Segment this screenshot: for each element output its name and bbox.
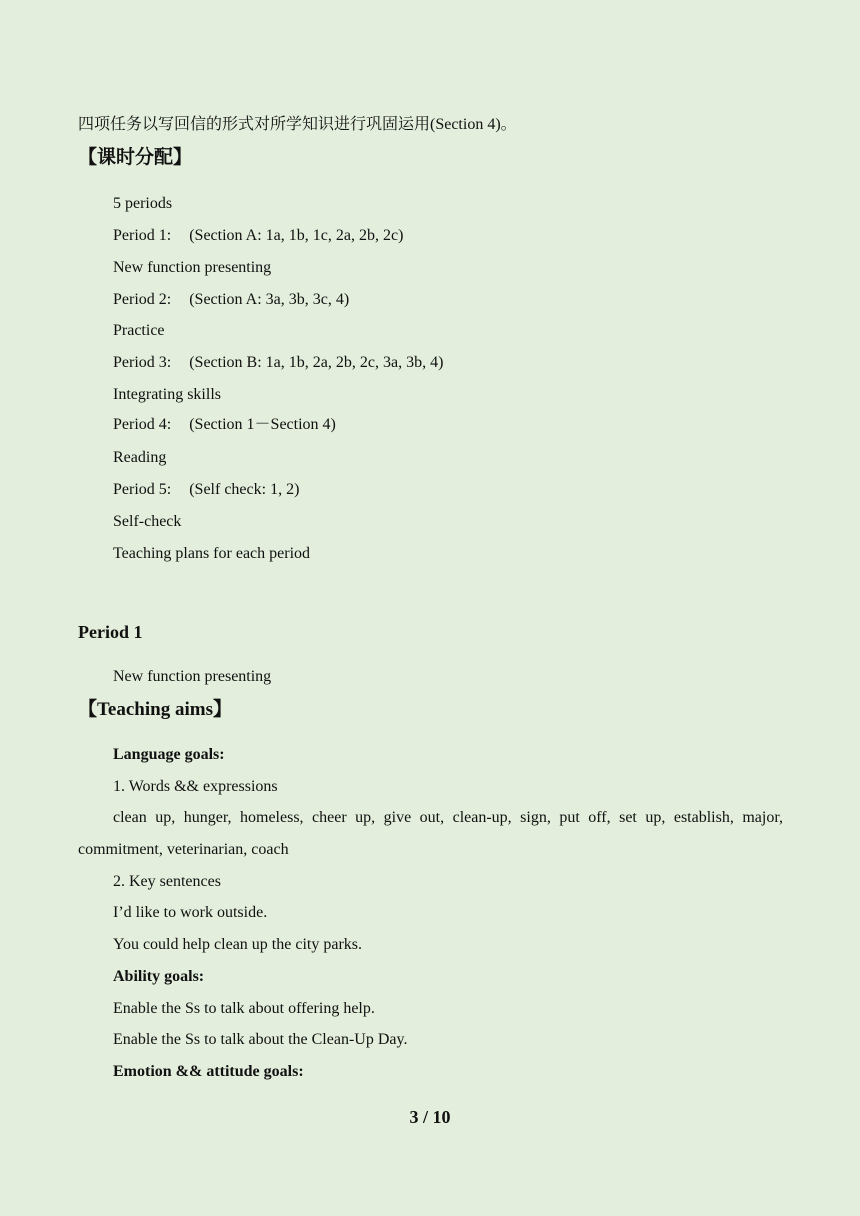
schedule-period-3-type: Integrating skills <box>113 386 221 403</box>
ability-goals-label: Ability goals: <box>113 968 205 985</box>
schedule-footer: Teaching plans for each period <box>113 545 311 562</box>
teaching-aims-heading: 【Teaching aims】 <box>78 699 232 720</box>
schedule-period-1 <box>113 226 403 246</box>
schedule-period-4 <box>113 415 336 435</box>
period-1-subtitle: New function presenting <box>113 668 272 685</box>
period-label: Period 5: <box>113 481 172 498</box>
period-label: Period 1: <box>113 227 172 244</box>
sentence-2: You could help clean up the city parks. <box>113 936 362 953</box>
period-scope: (Section 1－Section 4) <box>189 416 336 433</box>
period-label: Period 2: <box>113 291 172 308</box>
ability-goal-1: Enable the Ss to talk about offering help. <box>113 1000 375 1017</box>
period-label: Period 4: <box>113 416 172 433</box>
schedule-period-2-type: Practice <box>113 322 165 339</box>
schedule-period-1-type: New function presenting <box>113 259 272 276</box>
intro-line: 四项任务以写回信的形式对所学知识进行巩固运用(Section 4)。 <box>78 116 517 133</box>
page-number: 3 / 10 <box>409 1107 451 1127</box>
words-heading: 1. Words && expressions <box>113 778 278 795</box>
ability-goal-2: Enable the Ss to talk about the Clean-Up Day. <box>113 1031 408 1048</box>
schedule-period-2 <box>113 290 349 310</box>
words-list: clean up, hunger, homeless, cheer up, give out, clean-up, sign, put off, set up, establish, major, commitment, veterinarian, coach <box>78 809 783 858</box>
period-scope: (Section A: 1a, 1b, 1c, 2a, 2b, 2c) <box>189 227 404 244</box>
period-1-title: Period 1 <box>78 622 143 642</box>
schedule-period-3 <box>113 353 443 373</box>
period-scope: (Section A: 3a, 3b, 3c, 4) <box>189 291 350 308</box>
schedule-period-4-type: Reading <box>113 449 167 466</box>
schedule-total: 5 periods <box>113 195 173 212</box>
sentence-1: I’d like to work outside. <box>113 904 268 921</box>
schedule-period-5-type: Self-check <box>113 513 182 530</box>
sentences-heading: 2. Key sentences <box>113 873 221 890</box>
period-scope: (Self check: 1, 2) <box>189 481 300 498</box>
language-goals-label: Language goals: <box>113 746 225 763</box>
period-label: Period 3: <box>113 354 172 371</box>
schedule-period-5 <box>113 480 299 500</box>
schedule-heading: 【课时分配】 <box>78 147 193 168</box>
period-scope: (Section B: 1a, 1b, 2a, 2b, 2c, 3a, 3b, 4) <box>189 354 444 371</box>
emotion-goals-label: Emotion && attitude goals: <box>113 1063 304 1080</box>
